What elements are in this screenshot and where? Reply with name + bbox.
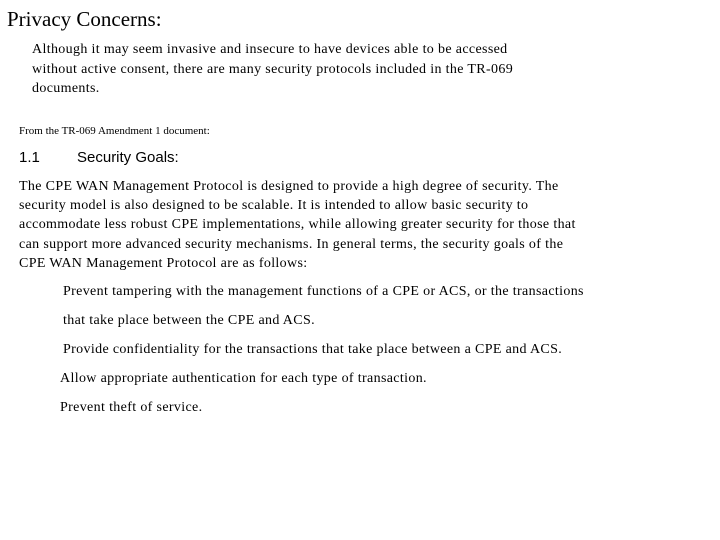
goal-item-tampering-continued: that take place between the CPE and ACS.	[63, 313, 315, 328]
paragraph-line: accommodate less robust CPE implementations, while allowing greater security for those that	[19, 217, 576, 233]
goal-item-confidentiality: Provide confidentiality for the transactions that take place between a CPE and ACS.	[63, 342, 563, 357]
goal-item-tampering: Prevent tampering with the management functions of a CPE or ACS, or the transactions	[63, 284, 584, 299]
section-title: Security Goals:	[77, 149, 179, 166]
section-number: 1.1	[19, 149, 40, 166]
intro-paragraph	[32, 40, 513, 99]
page-title: Privacy Concerns:	[7, 7, 162, 31]
security-paragraph	[19, 177, 576, 273]
intro-line: without active consent, there are many security protocols included in the TR-069	[32, 61, 514, 77]
paragraph-line: The CPE WAN Management Protocol is designed to provide a high degree of security. The	[19, 179, 559, 194]
intro-line: documents.	[32, 81, 100, 96]
intro-line: Although it may seem invasive and insecure to have devices able to be accessed	[32, 42, 508, 57]
paragraph-line: CPE WAN Management Protocol are as follows:	[19, 255, 308, 271]
paragraph-line: security model is also designed to be scalable. It is intended to allow basic security to	[19, 198, 529, 214]
paragraph-line: can support more advanced security mechanisms. In general terms, the security goals of the	[19, 236, 564, 252]
goal-item-authentication: Allow appropriate authentication for each type of transaction.	[60, 371, 427, 386]
source-note: From the TR-069 Amendment 1 document:	[19, 125, 210, 137]
goal-item-theft: Prevent theft of service.	[60, 400, 203, 415]
